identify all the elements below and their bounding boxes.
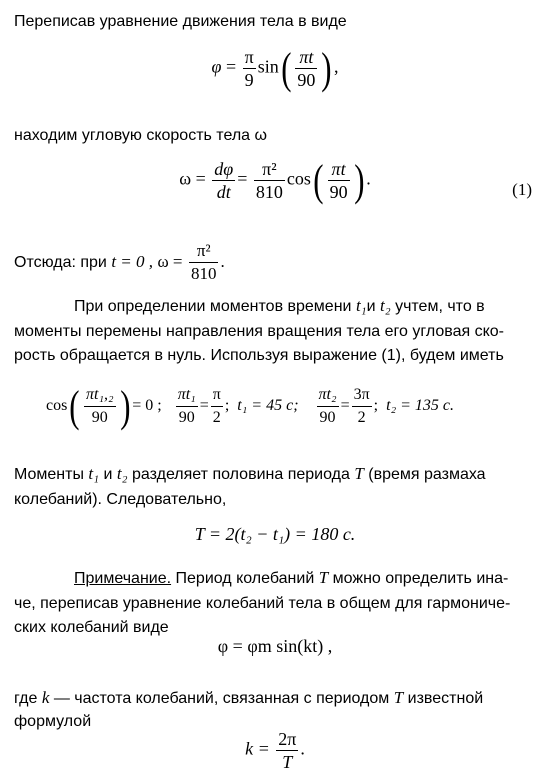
paragraph-7-line-2: формулой: [14, 713, 92, 730]
paragraph-4-line-2: моменты перемены направления вращения тела его угловая ско-: [14, 323, 505, 340]
eq1-num: π: [244, 47, 254, 67]
eq1-eq: =: [225, 56, 237, 77]
paragraph-6-line-3: ских колебаний виде: [14, 619, 169, 636]
note-label: Примечание.: [74, 570, 172, 587]
eq2-num1: dφ: [214, 159, 234, 179]
p3-prefix: Отсюда: при: [14, 254, 107, 271]
paragraph-6-line-1: Примечание. Период колебаний T можно определить ина-: [14, 566, 536, 591]
paragraph-5-line-1: Моменты t₁ и t₂ разделяет половина периода T (время размаха: [14, 464, 486, 483]
paragraph-7-line-1: где k — частота колебаний, связанная с периодом T известной: [14, 688, 484, 707]
paragraph-5-line-2: колебаний). Следовательно,: [14, 491, 227, 508]
paragraph-2: находим угловую скорость тела ω: [14, 127, 267, 144]
eq2-num2: π²: [262, 159, 277, 179]
paragraph-3: [14, 240, 536, 285]
eq2-frac1: [212, 158, 235, 203]
paragraph-4-line-3: рость обращается в нуль. Используя выражение (1), будем иметь: [14, 347, 504, 364]
eq1-arg-den: 90: [297, 70, 316, 90]
eq2-lhs: ω: [179, 168, 192, 189]
p3-den: 810: [190, 264, 217, 284]
eq2-arg-num: πt: [331, 159, 346, 179]
eq1-lhs: φ: [211, 56, 222, 77]
eq2-arg-den: 90: [329, 182, 348, 202]
eq2-fn: cos: [286, 168, 311, 189]
p3-num: π²: [196, 241, 211, 261]
eq2-den2: 810: [255, 182, 283, 202]
eq2-eq: =: [195, 168, 206, 189]
eq1-fn: sin: [257, 56, 279, 77]
p3-omega: ω =: [157, 252, 183, 271]
equation-omega: ω = $\frac{d\varphi}{dt}$ = $\frac{\text{π²}}{810}$ cos( $\frac{\pi t}{90}$ ) .: [179, 155, 371, 205]
eq1-arg: [295, 46, 317, 91]
paragraph-6-line-2: че, переписав уравнение колебаний тела в общем для гармониче-: [14, 595, 511, 612]
paragraph-1: Переписав уравнение движения тела в виде: [14, 13, 347, 30]
equation-frequency: k = $\frac{2\pi}{T}$ .: [245, 729, 305, 772]
eq2-arg: [328, 158, 350, 203]
eq1-arg-num: πt: [299, 47, 314, 67]
p3-cond: t = 0 ,: [111, 252, 154, 271]
eq1-den: 9: [243, 68, 256, 91]
eq2-frac2: [254, 158, 285, 203]
equation-harmonic: φ = φm sin(kt) ,: [217, 636, 333, 656]
eq1-tail: ,: [334, 56, 339, 77]
eq1-frac: [243, 46, 256, 91]
p3-tail: .: [220, 252, 225, 271]
equation-moments: cos( $\frac{\text{πt₁,₂}}{90}$ ) = 0 ; $\frac{\text{πt₁}}{90}$ = $\frac{\pi}{2}$ ; t₁ = 45 с; $\frac{\text{πt₂}}{90}$ = $\frac{3\pi}{2}$ ; t₂ = 135 с.: [46, 381, 455, 431]
p3-frac: [189, 240, 219, 285]
paragraph-4-line-1: При определении моментов времени t₁и t₂ учтем, что в: [74, 296, 485, 315]
equation-phi: φ = $\frac{\pi}{9}$ sin( $\frac{\pi t}{90}$ ) ,: [211, 43, 339, 93]
equation-period: T = 2(t₂ − t₁) = 180 с.: [194, 524, 356, 544]
eq2-tail: .: [366, 168, 371, 189]
eq2-eq2: =: [237, 168, 248, 189]
equation-number: (1): [512, 180, 532, 199]
eq2-den1: dt: [212, 180, 235, 203]
